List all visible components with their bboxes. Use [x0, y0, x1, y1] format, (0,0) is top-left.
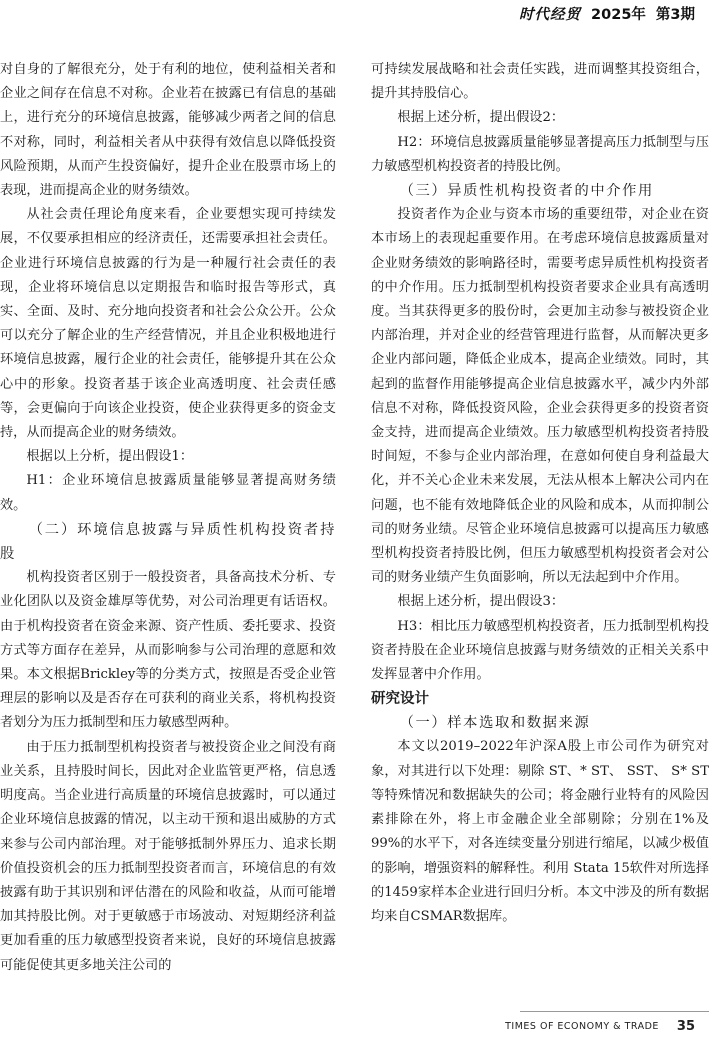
- right-column: [371, 58, 709, 929]
- hypothesis-2: H2：环境信息披露质量能够显著提高压力抵制型与压力敏感型机构投资者的持股比例。: [371, 134, 709, 174]
- paragraph: 可持续发展战略和社会责任实践，进而调整其投资组合，提升其持股信心。: [371, 62, 709, 102]
- paragraph: 本文以2019–2022年沪深A股上市公司作为研究对象，对其进行以下处理：剔除 ST、* ST、 SST、 S* ST等特殊情况和数据缺失的公司；将金融行业特有的风险因素排除在外，将上市金融企业全部剔除；分别在1%及99%的水平下，对各连续变量分别进行缩尾，以减少极值的影响，增强资料的解释性。利用 Stata 15软件对所选择的1459家样本企业进行回归分析。本文中涉及的所有数据均来自CSMAR数据库。: [371, 739, 709, 924]
- hypothesis-3: H3：相比压力敏感型机构投资者，压力抵制型机构投资者持股在企业环境信息披露与财务绩效的正相关关系中发挥显著中介作用。: [371, 618, 709, 683]
- subsection-heading-1: （一）样本选取和数据来源: [399, 715, 591, 732]
- journal-year: 2025年: [591, 6, 646, 23]
- paragraph: 从社会责任理论角度来看，企业要想实现可持续发展，不仅要承担相应的经济责任，还需要承担社会责任。企业进行环境信息披露的行为是一种履行社会责任的表现，企业将环境信息以定期报告和临时报告等形式，真实、全面、及时、充分地向投资者和社会公众公开。公众可以充分了解企业的生产经营情况，并且企业积极地进行环境信息披露，履行企业的社会责任，能够提升其在公众心中的形象。投资者基于该企业高透明度、社会责任感等，会更偏向于向该企业投资，使企业获得更多的资金支持，从而提高企业的财务绩效。: [0, 207, 336, 441]
- paragraph: 投资者作为企业与资本市场的重要纽带，对企业在资本市场上的表现起重要作用。在考虑环境信息披露质量对企业财务绩效的影响路径时，需要考虑异质性机构投资者的中介作用。压力抵制型机构投资者要求企业具有高透明度。当其获得更多的股份时，会更加主动参与被投资企业内部治理，并对企业的经营管理进行监督，从而解决更多企业内部问题，降低企业成本，提高企业绩效。同时，其起到的监督作用能够提高企业信息披露水平，减少内外部信息不对称，降低投资风险，企业会获得更多的投资者资金支持，进而提高企业绩效。压力敏感型机构投资者持股时间短，不参与企业内部治理，在意如何使自身利益最大化，并不关心企业未来发展，无法从根本上解决公司内在问题，也不能有效地降低企业的风险和成本，从而抑制公司的财务业绩。尽管企业环境信息披露可以提高压力敏感型机构投资者持股比例，但压力敏感型机构投资者会对公司的财务业绩产生负面影响，所以无法起到中介作用。: [371, 207, 709, 586]
- paragraph: 根据上述分析，提出假设3：: [397, 594, 565, 610]
- paragraph: 根据上述分析，提出假设2：: [397, 110, 565, 126]
- left-column: [0, 58, 336, 978]
- subsection-heading-2: （二）环境信息披露与异质性机构投资者持股: [0, 521, 336, 563]
- journal-name: 时代经贸: [519, 5, 582, 23]
- page-footer: [505, 1019, 695, 1034]
- paragraph: 对自身的了解很充分，处于有利的地位，使利益相关者和企业之间存在信息不对称。企业若在披露已有信息的基础上，进行充分的环境信息披露，能够减少两者之间的信息不对称，同时，利益相关者从中获得有效信息以降低投资风险预期，从而产生投资偏好，提升企业在股票市场上的表现，进而提高企业的财务绩效。: [0, 62, 336, 199]
- paragraph: 由于压力抵制型机构投资者与被投资企业之间没有商业关系，且持股时间长，因此对企业监管更严格，信息透明度高。当企业进行高质量的环境信息披露时，可以通过企业环境信息披露的情况，以主动干预和退出威胁的方式来参与公司内部治理。对于能够抵制外界压力、追求长期价值投资机会的压力抵制型投资者而言，环境信息的有效披露有助于其识别和评估潜在的风险和收益，从而可能增加其持股比例。对于更敏感于市场波动、对短期经济利益更加看重的压力敏感型投资者来说，良好的环境信息披露可能促使其更多地关注公司的: [0, 739, 336, 973]
- subsection-heading-3: （三）异质性机构投资者的中介作用: [399, 183, 654, 200]
- hypothesis-1: H1：企业环境信息披露质量能够显著提高财务绩效。: [0, 473, 336, 513]
- section-heading: 研究设计: [371, 691, 429, 708]
- footer-divider: [520, 1011, 709, 1012]
- paragraph: 机构投资者区别于一般投资者，具备高技术分析、专业化团队以及资金雄厚等优势，对公司治理更有话语权。由于机构投资者在资金来源、资产性质、委托要求、投资方式等方面存在差异，从而影响参与公司治理的意愿和效果。本文根据Brickley等的分类方式，按照是否受企业管理层的影响以及是否存在可获利的商业关系，将机构投资者划分为压力抵制型和压力敏感型两种。: [0, 570, 336, 731]
- journal-issue: 第3期: [655, 6, 695, 23]
- journal-header: [519, 0, 695, 26]
- page-number: 35: [676, 1019, 695, 1034]
- journal-english-name: TIMES OF ECONOMY & TRADE: [505, 1021, 659, 1032]
- paragraph: 根据以上分析，提出假设1：: [26, 449, 194, 465]
